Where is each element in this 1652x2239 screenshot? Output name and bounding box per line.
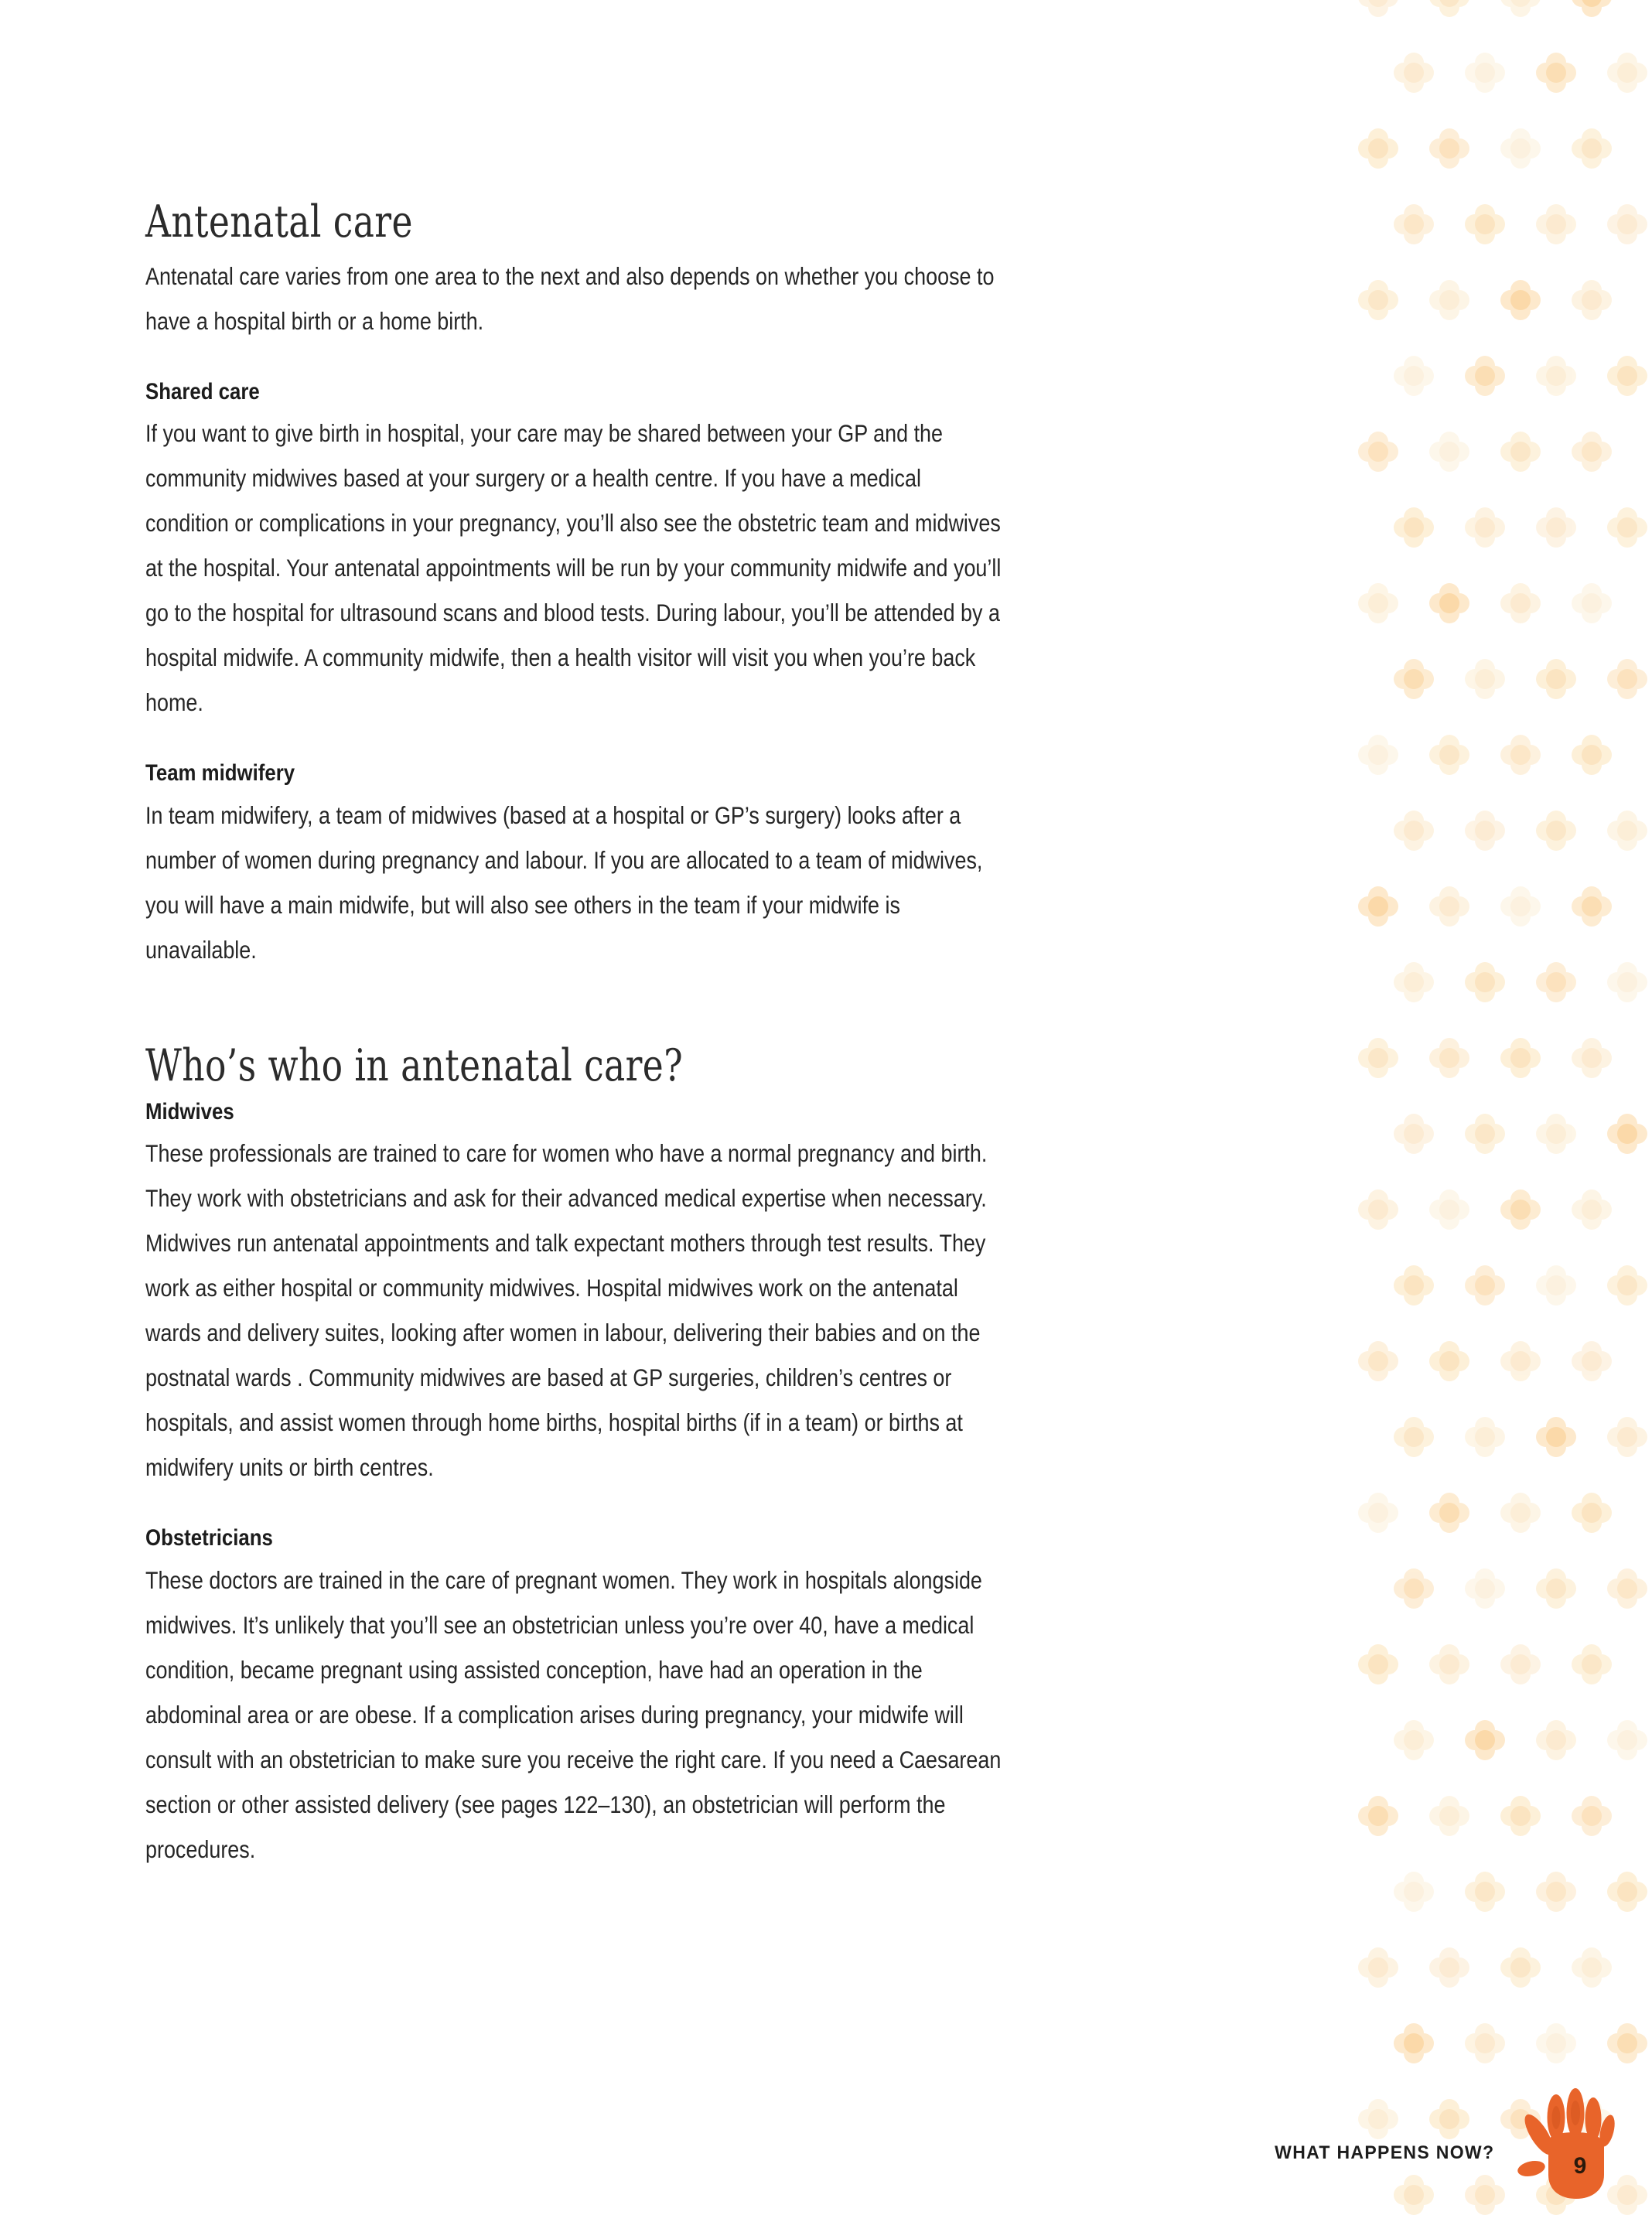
floral-motif-icon [1572, 1493, 1612, 1533]
floral-motif-icon [1429, 886, 1469, 927]
floral-motif-icon [1429, 1341, 1469, 1381]
handprint-icon [1508, 2088, 1623, 2204]
floral-motif-icon [1465, 1417, 1505, 1457]
floral-motif-icon [1465, 1872, 1505, 1912]
floral-motif-icon [1607, 1720, 1647, 1760]
floral-motif-icon [1536, 2023, 1576, 2063]
floral-motif-icon [1500, 432, 1541, 472]
floral-motif-icon [1429, 1796, 1469, 1836]
floral-motif-icon [1465, 1114, 1505, 1154]
floral-motif-icon [1465, 356, 1505, 396]
paragraph-obstetricians: These doctors are trained in the care of pregnant women. They work in hospitals alongside midwives. It’s unlikely that you’ll see an obstetrician unless you’re over 40, have a medical condition, became pregnant using assisted conception, have had an operation in the abdominal area or are obese. If a complication arises during pregnancy, your midwife will consult with an obstetrician to make sure you receive the right care. If you need a Caesarean section or other assisted delivery (see pages 122–130), an obstetrician will perform the procedures. [145, 1565, 1002, 1863]
floral-motif-icon [1394, 1417, 1434, 1457]
floral-motif-icon [1607, 204, 1647, 244]
floral-motif-icon [1358, 583, 1398, 623]
floral-motif-icon [1500, 1189, 1541, 1230]
footer-chapter-label: WHAT HAPPENS NOW? [1274, 2142, 1494, 2163]
floral-motif-icon [1607, 1114, 1647, 1154]
floral-motif-icon [1607, 1265, 1647, 1306]
floral-motif-icon [1607, 53, 1647, 93]
floral-motif-icon [1536, 356, 1576, 396]
floral-motif-icon [1536, 1417, 1576, 1457]
floral-motif-icon [1358, 2099, 1398, 2139]
floral-motif-icon [1394, 204, 1434, 244]
floral-motif-icon [1394, 1265, 1434, 1306]
floral-motif-icon [1536, 1114, 1576, 1154]
floral-motif-icon [1394, 1872, 1434, 1912]
floral-motif-icon [1394, 659, 1434, 699]
floral-motif-icon [1358, 1947, 1398, 1988]
floral-motif-icon [1536, 1265, 1576, 1306]
subheading-shared-care: Shared care [145, 378, 260, 404]
subheading-obstetricians: Obstetricians [145, 1525, 273, 1551]
floral-motif-icon [1500, 0, 1541, 17]
floral-motif-icon [1607, 1568, 1647, 1609]
floral-motif-icon [1394, 1114, 1434, 1154]
floral-motif-icon [1358, 280, 1398, 320]
floral-motif-icon [1429, 128, 1469, 169]
floral-motif-icon [1500, 886, 1541, 927]
floral-motif-icon [1607, 1872, 1647, 1912]
floral-motif-icon [1465, 1265, 1505, 1306]
floral-motif-icon [1358, 1038, 1398, 1078]
floral-motif-icon [1358, 735, 1398, 775]
floral-motif-icon [1572, 0, 1612, 17]
paragraph-team-midwifery: In team midwifery, a team of midwives (based at a hospital or GP’s surgery) looks after a number of women during pregnancy and labour. If you are allocated to a team of midwives, you will have a main midwife, but will also see others in the team if your midwife is unavailable. [145, 800, 983, 964]
floral-motif-icon [1572, 735, 1612, 775]
floral-motif-icon [1465, 507, 1505, 548]
floral-motif-icon [1572, 280, 1612, 320]
floral-motif-icon [1500, 128, 1541, 169]
floral-motif-icon [1607, 356, 1647, 396]
floral-motif-icon [1500, 1947, 1541, 1988]
floral-motif-icon [1572, 1189, 1612, 1230]
paragraph-midwives: These professionals are trained to care for women who have a normal pregnancy and birth. They work with obstetricians and ask for their advanced medical expertise when necessary. Midwives run antenatal appointments and talk expectant mothers through test results. They work as either hospital or community midwives. Hospital midwives work on the antenatal wards and delivery suites, looking after women in labour, delivering their babies and on the postnatal wards . Community midwives are based at GP surgeries, children’s centres or hospitals, and assist women through home births, hospital births (if in a team) or births at midwifery units or birth centres. [145, 1139, 988, 1482]
floral-motif-icon [1429, 1038, 1469, 1078]
page-footer [0, 2136, 1652, 2206]
page-title-antenatal-care: Antenatal care [145, 196, 413, 247]
paragraph-shared-care: If you want to give birth in hospital, your care may be shared between your GP and the community midwives based at your surgery or a health centre. If you have a medical condition or complications in your pregnancy, you’ll also see the obstetric team and midwives at the hospital. Your antenatal appointments will be run by your community midwife and you’ll go to the hospital for ultrasound scans and blood tests. During labour, you’ll be attended by a hospital midwife. A community midwife, then a health visitor will visit you when you’re back home. [145, 419, 1002, 717]
floral-motif-icon [1572, 432, 1612, 472]
subheading-team-midwifery: Team midwifery [145, 760, 295, 787]
floral-motif-icon [1607, 2023, 1647, 2063]
floral-motif-icon [1465, 1568, 1505, 1609]
floral-motif-icon [1607, 811, 1647, 851]
page-number: 9 [1573, 2153, 1587, 2179]
floral-motif-icon [1394, 811, 1434, 851]
floral-motif-icon [1429, 432, 1469, 472]
floral-motif-icon [1536, 1872, 1576, 1912]
floral-motif-icon [1572, 1947, 1612, 1988]
floral-motif-icon [1429, 280, 1469, 320]
floral-motif-icon [1429, 583, 1469, 623]
floral-motif-icon [1358, 128, 1398, 169]
floral-motif-icon [1358, 1341, 1398, 1381]
floral-motif-icon [1607, 1417, 1647, 1457]
floral-motif-icon [1572, 886, 1612, 927]
floral-motif-icon [1465, 962, 1505, 1002]
floral-motif-icon [1536, 53, 1576, 93]
floral-motif-icon [1465, 659, 1505, 699]
floral-motif-icon [1500, 735, 1541, 775]
floral-motif-icon [1358, 1493, 1398, 1533]
floral-motif-icon [1500, 1493, 1541, 1533]
floral-motif-icon [1500, 1644, 1541, 1684]
floral-motif-icon [1358, 1644, 1398, 1684]
floral-motif-icon [1500, 280, 1541, 320]
floral-motif-icon [1429, 1644, 1469, 1684]
floral-motif-icon [1536, 659, 1576, 699]
spacer [145, 972, 1151, 1043]
spacer [145, 343, 1151, 377]
floral-motif-icon [1572, 1038, 1612, 1078]
floral-motif-icon [1500, 583, 1541, 623]
paragraph-antenatal-care-intro: Antenatal care varies from one area to the next and also depends on whether you choose to have a hospital birth or a home birth. [145, 261, 995, 335]
floral-motif-icon [1607, 962, 1647, 1002]
page-content [145, 196, 1151, 1872]
floral-motif-icon [1465, 204, 1505, 244]
floral-motif-icon [1394, 356, 1434, 396]
floral-motif-icon [1572, 1644, 1612, 1684]
floral-motif-icon [1465, 811, 1505, 851]
floral-motif-icon [1536, 204, 1576, 244]
floral-motif-icon [1358, 886, 1398, 927]
floral-motif-icon [1536, 507, 1576, 548]
floral-motif-icon [1394, 53, 1434, 93]
floral-motif-icon [1429, 735, 1469, 775]
floral-motif-icon [1536, 1568, 1576, 1609]
floral-motif-icon [1394, 2023, 1434, 2063]
floral-motif-icon [1465, 53, 1505, 93]
floral-motif-icon [1536, 962, 1576, 1002]
page-title-whos-who: Who’s who in antenatal care? [145, 1039, 684, 1091]
floral-motif-icon [1536, 811, 1576, 851]
floral-motif-icon [1500, 1038, 1541, 1078]
floral-motif-icon [1358, 1796, 1398, 1836]
floral-motif-icon [1536, 1720, 1576, 1760]
floral-motif-icon [1358, 432, 1398, 472]
floral-motif-icon [1500, 1796, 1541, 1836]
floral-motif-icon [1429, 1493, 1469, 1533]
spacer [145, 1490, 1151, 1524]
floral-motif-icon [1429, 1189, 1469, 1230]
floral-motif-icon [1394, 1720, 1434, 1760]
floral-motif-icon [1358, 1189, 1398, 1230]
floral-motif-icon [1572, 1341, 1612, 1381]
floral-motif-icon [1572, 583, 1612, 623]
floral-motif-icon [1465, 1720, 1505, 1760]
floral-motif-icon [1429, 2099, 1469, 2139]
floral-motif-icon [1572, 1796, 1612, 1836]
floral-motif-icon [1394, 962, 1434, 1002]
floral-motif-icon [1394, 507, 1434, 548]
floral-motif-icon [1358, 0, 1398, 17]
floral-motif-icon [1429, 1947, 1469, 1988]
floral-motif-icon [1429, 0, 1469, 17]
floral-motif-icon [1465, 2023, 1505, 2063]
floral-motif-icon [1607, 659, 1647, 699]
spacer [145, 725, 1151, 759]
floral-motif-icon [1394, 1568, 1434, 1609]
subheading-midwives: Midwives [145, 1098, 234, 1125]
floral-motif-icon [1572, 128, 1612, 169]
floral-watermark-pattern [1374, 0, 1652, 2239]
floral-motif-icon [1607, 507, 1647, 548]
floral-motif-icon [1500, 1341, 1541, 1381]
